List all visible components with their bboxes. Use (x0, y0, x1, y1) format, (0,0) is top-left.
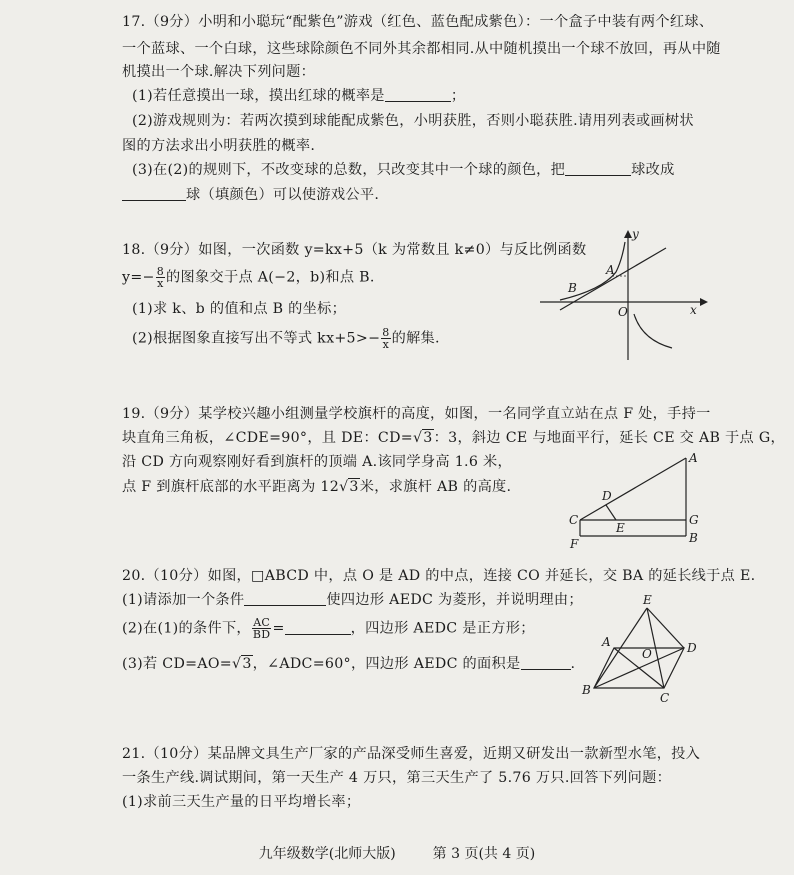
q20-part3-end: . (570, 656, 576, 672)
graph-axis-label-x: x (690, 303, 697, 317)
q20-part2-end: ，四边形 AEDC 是正方形； (350, 620, 535, 637)
q19-stem-line4 (122, 477, 511, 497)
answer-blank (565, 161, 631, 176)
q18-part2-end: 的解集. (391, 330, 440, 347)
q20-part3 (122, 654, 575, 674)
point-label-c: C (660, 691, 670, 705)
point-label-b: B (689, 531, 698, 545)
point-label-o: O (642, 647, 652, 661)
graph-origin-label: O (618, 305, 628, 319)
answer-blank (122, 186, 186, 201)
answer-blank (385, 87, 451, 102)
q17-part3-text-c: 球（填颜色）可以使游戏公平. (186, 187, 380, 203)
q17-part1 (132, 86, 465, 106)
q17-part3-text-a: (3)在(2)的规则下，不改变球的总数，只改变其中一个球的颜色，把 (132, 162, 566, 178)
sqrt-symbol: √ (231, 656, 242, 672)
q18-fraction: $\frac{8}{x}$ (382, 326, 390, 351)
sqrt-symbol: √ (339, 479, 349, 495)
q20-part3-mid: ，∠ADC=60°，四边形 AEDC 的面积是 (252, 656, 521, 672)
footer-page-number: 第 3 页(共 4 页) (432, 846, 536, 862)
point-label-c: C (569, 513, 579, 527)
point-label-a: A (602, 635, 611, 649)
q19-stem-line4-post: 米，求旗杆 AB 的高度. (359, 479, 512, 495)
q20-part2-eq: = (272, 620, 285, 637)
q20-stem: 20.（10分）如图，□ABCD 中，点 O 是 AD 的中点，连接 CO 并延长，交 BA 的延长线于点 E. (122, 568, 756, 584)
q17-part1-end: ； (450, 88, 466, 104)
answer-blank (244, 591, 326, 606)
q18-fraction: $\frac{8}{x}$ (156, 265, 165, 290)
q21-stem-line1: 21.（10分）某品牌文具生产厂家的产品深受师生喜爱，近期又研发出一款新型水笔，投入 (122, 746, 701, 762)
point-label-e: E (643, 593, 652, 607)
q17-stem-line3: 机摸出一个球.解决下列问题： (122, 64, 316, 80)
q19-stem-line2-post: ：3，斜边 CE 与地面平行，延长 CE 交 AB 于点 G， (433, 430, 785, 446)
q20-part1-text: (1)请添加一个条件 (122, 592, 245, 608)
q17-part1-text: (1)若任意摸出一球，摸出红球的概率是 (132, 88, 385, 104)
q18-part1: (1)求 k、b 的值和点 B 的坐标； (132, 301, 347, 317)
q18-func-prefix: y=− (122, 269, 155, 286)
q20-part2-text: (2)在(1)的条件下， (122, 620, 251, 637)
q19-sqrt-radicand: 3 (349, 479, 359, 495)
q19-sqrt-radicand: 3 (423, 430, 433, 446)
q17-part3-text-b: 球改成 (631, 162, 675, 178)
q17-part3-line2 (122, 185, 379, 205)
graph-point-label-a: A (606, 263, 615, 277)
q17-part2-line1: (2)游戏规则为：若两次摸到球能配成紫色，小明获胜，否则小聪获胜.请用列表或画树状 (132, 113, 694, 129)
point-label-f: F (570, 537, 579, 551)
answer-blank (521, 655, 571, 670)
point-label-g: G (689, 513, 699, 527)
q17-part3-line1 (132, 160, 675, 180)
point-label-d: D (687, 641, 697, 655)
q18-stem-line2 (122, 266, 375, 289)
q20-part3-text: (3)若 CD=AO= (122, 656, 232, 672)
q19-stem-line4-pre: 点 F 到旗杆底部的水平距离为 12 (122, 479, 340, 495)
page-footer (0, 843, 794, 863)
q17-part2-line2: 图的方法求出小明获胜的概率. (122, 138, 316, 154)
q18-stem-line1: 18.（9分）如图，一次函数 y=kx+5（k 为常数且 k≠0）与反比例函数 (122, 242, 587, 258)
q18-part2 (132, 327, 440, 350)
q19-stem-line3: 沿 CD 方向观察刚好看到旗杆的顶端 A.该同学身高 1.6 米， (122, 454, 512, 470)
point-label-d: D (602, 489, 612, 503)
sqrt-symbol: √ (412, 430, 423, 446)
q20-sqrt-radicand: 3 (242, 656, 252, 672)
q18-graph-figure (540, 228, 710, 363)
q20-part2 (122, 617, 535, 640)
q20-fraction: $\frac{AC}{BD}$ (252, 616, 271, 641)
q21-stem-line2: 一条生产线.调试期间，第一天生产 4 万只，第三天生产了 5.76 万只.回答下列问题： (122, 770, 672, 786)
q19-flagpole-figure (568, 450, 708, 550)
graph-point-label-b: B (568, 281, 577, 295)
q20-part1 (122, 590, 583, 610)
footer-subject: 九年级数学(北师大版) (258, 846, 396, 862)
q20-part1-end: 使四边形 AEDC 为菱形，并说明理由； (326, 592, 583, 608)
q20-parallelogram-figure (580, 593, 700, 705)
graph-axis-label-y: y (632, 227, 639, 241)
q19-stem-line2-pre: 块直角三角板，∠CDE=90°，且 DE：CD= (122, 430, 413, 446)
q19-stem-line1: 19.（9分）某学校兴趣小组测量学校旗杆的高度，如图，一名同学直立站在点 F 处，手持一 (122, 406, 711, 422)
q17-stem-line1: 17.（9分）小明和小聪玩“配紫色”游戏（红色、蓝色配成紫色）：一个盒子中装有两个红球、 (122, 14, 714, 30)
point-label-a: A (689, 451, 698, 465)
point-label-b: B (582, 683, 591, 697)
answer-blank (285, 620, 351, 635)
q17-stem-line2: 一个蓝球、一个白球，这些球除颜色不同外其余都相同.从中随机摸出一个球不放回，再从中随 (122, 41, 721, 57)
q18-part2-text: (2)根据图象直接写出不等式 kx+5>− (132, 330, 381, 347)
q19-stem-line2 (122, 428, 785, 448)
point-label-e: E (616, 521, 625, 535)
q21-part1: (1)求前三天生产量的日平均增长率； (122, 794, 361, 810)
q18-func-suffix: 的图象交于点 A(−2，b)和点 B. (166, 269, 375, 286)
